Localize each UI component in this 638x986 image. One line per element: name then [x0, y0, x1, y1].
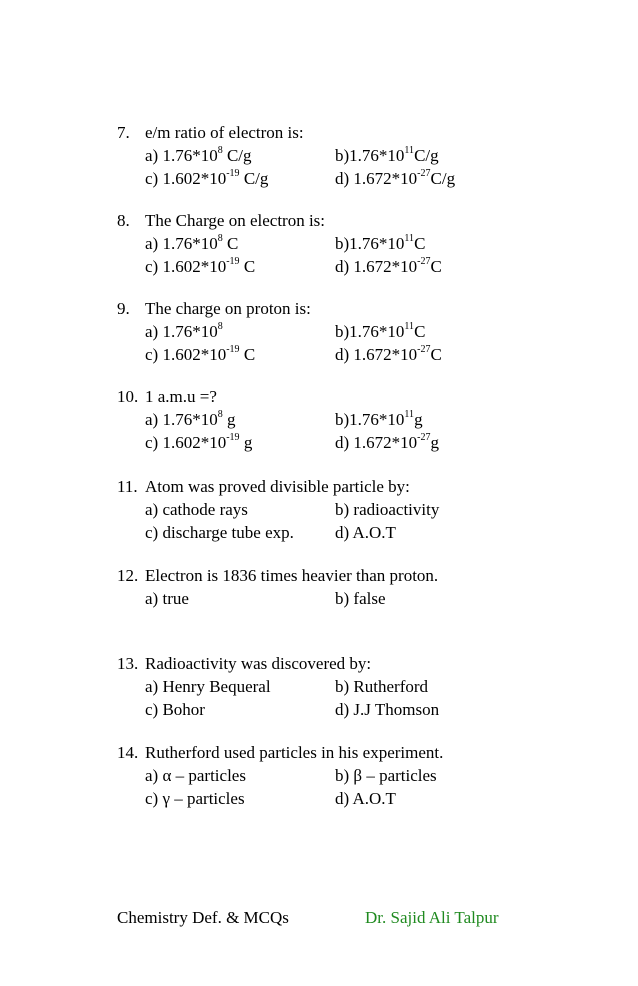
question-number: 11. [117, 477, 138, 496]
option-exponent: 8 [217, 409, 223, 421]
question-number: 10. [117, 387, 139, 406]
option-value: 1.672*10 [353, 257, 418, 276]
options-column-right [335, 698, 439, 721]
question-block [117, 209, 442, 278]
options-column-right [335, 587, 386, 610]
question-line [117, 121, 455, 144]
footer-title: Chemistry Def. & MCQs [117, 908, 289, 927]
answer-option [145, 766, 246, 785]
option-letter: b) [335, 146, 350, 165]
option-letter: b) [335, 500, 354, 519]
options-row [117, 144, 455, 167]
question-block [117, 121, 455, 190]
options-column-right [335, 320, 425, 343]
options-column-left [145, 675, 335, 698]
option-value: 1.76*10 [162, 410, 218, 429]
question-text: The charge on proton is: [145, 299, 311, 318]
option-value: Henry Bequeral [162, 677, 271, 696]
options-column-left [145, 167, 335, 190]
options-row [117, 698, 439, 721]
options-column-right [335, 255, 442, 278]
question-block [117, 741, 443, 810]
options-column-right [335, 764, 437, 787]
option-value: 1.602*10 [162, 345, 227, 364]
option-unit: C/g [430, 169, 456, 188]
option-value: A.O.T [352, 789, 396, 808]
options-column-left [145, 498, 335, 521]
answer-option [145, 234, 238, 253]
question-line [117, 741, 443, 764]
answer-option [145, 410, 235, 429]
answer-option [335, 234, 425, 253]
option-letter: b) [335, 677, 354, 696]
options-column-right [335, 675, 428, 698]
option-value: radioactivity [353, 500, 440, 519]
options-column-right [335, 521, 396, 544]
options-column-right [335, 167, 455, 190]
option-exponent: 11 [404, 409, 415, 421]
answer-option [145, 789, 245, 808]
options-column-left [145, 320, 335, 343]
option-value: 1.672*10 [353, 433, 418, 452]
option-value: Rutherford [353, 677, 429, 696]
option-letter: c) [145, 433, 163, 452]
question-text: 1 a.m.u =? [145, 387, 217, 406]
answer-option [335, 500, 439, 519]
option-letter: d) [335, 257, 354, 276]
options-column-right [335, 498, 439, 521]
options-row [117, 787, 443, 810]
option-value: 1.76*10 [349, 146, 405, 165]
option-exponent: -19 [226, 432, 240, 444]
option-value: cathode rays [162, 500, 248, 519]
option-value: 1.76*10 [349, 322, 405, 341]
options-column-left [145, 431, 335, 454]
option-letter: a) [145, 234, 163, 253]
option-letter: b) [335, 766, 354, 785]
footer-author: Dr. Sajid Ali Talpur [365, 908, 499, 927]
option-exponent: -27 [417, 344, 431, 356]
option-exponent: -27 [417, 256, 431, 268]
question-number: 9. [117, 299, 130, 318]
answer-option [145, 677, 271, 696]
options-row [117, 764, 443, 787]
option-unit: C/g [414, 146, 439, 165]
option-unit: g [430, 433, 440, 452]
option-exponent: -27 [417, 168, 431, 180]
options-row [117, 587, 438, 610]
option-exponent: 8 [217, 233, 223, 245]
option-letter: b) [335, 589, 354, 608]
option-exponent: -19 [226, 256, 240, 268]
option-value: 1.672*10 [353, 345, 418, 364]
options-row [117, 431, 439, 454]
option-value: β – particles [353, 766, 437, 785]
option-unit: C [430, 345, 442, 364]
option-unit: g [414, 410, 423, 429]
question-line [117, 475, 439, 498]
answer-option [335, 677, 428, 696]
options-column-left [145, 587, 335, 610]
answer-option [145, 700, 205, 719]
answer-option [335, 257, 442, 276]
options-column-left [145, 232, 335, 255]
option-letter: d) [335, 700, 354, 719]
options-column-left [145, 343, 335, 366]
option-letter: c) [145, 257, 163, 276]
question-block [117, 564, 438, 610]
option-exponent: 8 [217, 321, 223, 333]
answer-option [335, 433, 439, 452]
question-text: e/m ratio of electron is: [145, 123, 304, 142]
option-unit: C [239, 345, 256, 364]
options-column-left [145, 764, 335, 787]
option-exponent: -27 [417, 432, 431, 444]
answer-option [335, 169, 455, 188]
option-value: 1.76*10 [162, 234, 218, 253]
options-column-right [335, 787, 396, 810]
answer-option [335, 700, 439, 719]
option-exponent: 11 [404, 233, 415, 245]
answer-option [145, 523, 294, 542]
option-value: 1.76*10 [349, 410, 405, 429]
option-unit: g [222, 410, 236, 429]
answer-option [145, 589, 189, 608]
option-letter: d) [335, 433, 354, 452]
page-footer [117, 906, 537, 930]
option-unit: C [239, 257, 256, 276]
option-letter: a) [145, 322, 163, 341]
options-row [117, 167, 455, 190]
option-value: Bohor [162, 700, 205, 719]
question-line [117, 385, 439, 408]
option-value: 1.602*10 [162, 257, 227, 276]
option-value: 1.76*10 [162, 146, 218, 165]
options-column-left [145, 408, 335, 431]
answer-option [145, 433, 252, 452]
options-row [117, 255, 442, 278]
option-letter: d) [335, 345, 354, 364]
options-row [117, 408, 439, 431]
option-unit: C/g [239, 169, 269, 188]
option-unit: C [414, 322, 426, 341]
question-text: Atom was proved divisible particle by: [145, 477, 410, 496]
options-column-left [145, 255, 335, 278]
option-value: 1.76*10 [162, 322, 218, 341]
answer-option [335, 146, 439, 165]
question-block [117, 385, 439, 454]
answer-option [335, 589, 386, 608]
answer-option [145, 500, 248, 519]
answer-option [335, 322, 425, 341]
question-line [117, 209, 442, 232]
options-row [117, 675, 439, 698]
question-number: 7. [117, 123, 130, 142]
option-value: 1.602*10 [162, 433, 227, 452]
question-number: 14. [117, 743, 139, 762]
answer-option [145, 169, 268, 188]
option-value: J.J Thomson [353, 700, 440, 719]
question-text: The Charge on electron is: [145, 211, 326, 230]
options-row [117, 232, 442, 255]
options-row [117, 320, 442, 343]
option-letter: c) [145, 789, 163, 808]
option-value: 1.672*10 [353, 169, 418, 188]
question-number: 12. [117, 566, 139, 585]
option-letter: c) [145, 345, 163, 364]
answer-option [335, 789, 396, 808]
option-value: γ – particles [162, 789, 245, 808]
option-letter: c) [145, 523, 163, 542]
options-column-right [335, 343, 442, 366]
options-column-right [335, 431, 439, 454]
answer-option [145, 322, 223, 341]
option-letter: a) [145, 500, 163, 519]
question-line [117, 652, 439, 675]
option-letter: b) [335, 234, 350, 253]
option-value: true [162, 589, 189, 608]
answer-option [145, 257, 255, 276]
option-unit: g [239, 433, 253, 452]
options-column-left [145, 698, 335, 721]
question-line [117, 297, 442, 320]
option-exponent: 11 [404, 321, 415, 333]
option-value: A.O.T [352, 523, 396, 542]
question-text: Rutherford used particles in his experiment. [145, 743, 444, 762]
option-unit: C [222, 234, 239, 253]
options-column-left [145, 787, 335, 810]
question-block [117, 475, 439, 544]
option-letter: c) [145, 700, 163, 719]
option-letter: a) [145, 677, 163, 696]
options-row [117, 343, 442, 366]
options-column-left [145, 144, 335, 167]
answer-option [335, 410, 423, 429]
option-letter: a) [145, 589, 163, 608]
question-text: Electron is 1836 times heavier than proton. [145, 566, 439, 585]
answer-option [335, 345, 442, 364]
option-letter: b) [335, 322, 350, 341]
question-block [117, 652, 439, 721]
option-value: 1.76*10 [349, 234, 405, 253]
option-exponent: 11 [404, 145, 415, 157]
question-number: 8. [117, 211, 130, 230]
option-letter: a) [145, 146, 163, 165]
answer-option [145, 345, 255, 364]
options-row [117, 521, 439, 544]
option-value: discharge tube exp. [162, 523, 294, 542]
options-column-right [335, 144, 439, 167]
question-block [117, 297, 442, 366]
option-value: false [353, 589, 386, 608]
answer-option [335, 523, 396, 542]
answer-option [145, 146, 252, 165]
option-exponent: 8 [217, 145, 223, 157]
options-column-right [335, 232, 425, 255]
option-letter: b) [335, 410, 350, 429]
option-letter: a) [145, 766, 163, 785]
options-column-left [145, 521, 335, 544]
option-exponent: -19 [226, 344, 240, 356]
question-line [117, 564, 438, 587]
question-number: 13. [117, 654, 139, 673]
option-letter: c) [145, 169, 163, 188]
options-row [117, 498, 439, 521]
question-text: Radioactivity was discovered by: [145, 654, 372, 673]
option-unit: C [414, 234, 426, 253]
option-letter: d) [335, 789, 353, 808]
option-unit: C [430, 257, 442, 276]
option-unit: C/g [222, 146, 252, 165]
option-exponent: -19 [226, 168, 240, 180]
option-value: α – particles [162, 766, 246, 785]
options-column-right [335, 408, 423, 431]
option-value: 1.602*10 [162, 169, 227, 188]
option-letter: d) [335, 523, 353, 542]
option-letter: d) [335, 169, 354, 188]
option-letter: a) [145, 410, 163, 429]
answer-option [335, 766, 437, 785]
